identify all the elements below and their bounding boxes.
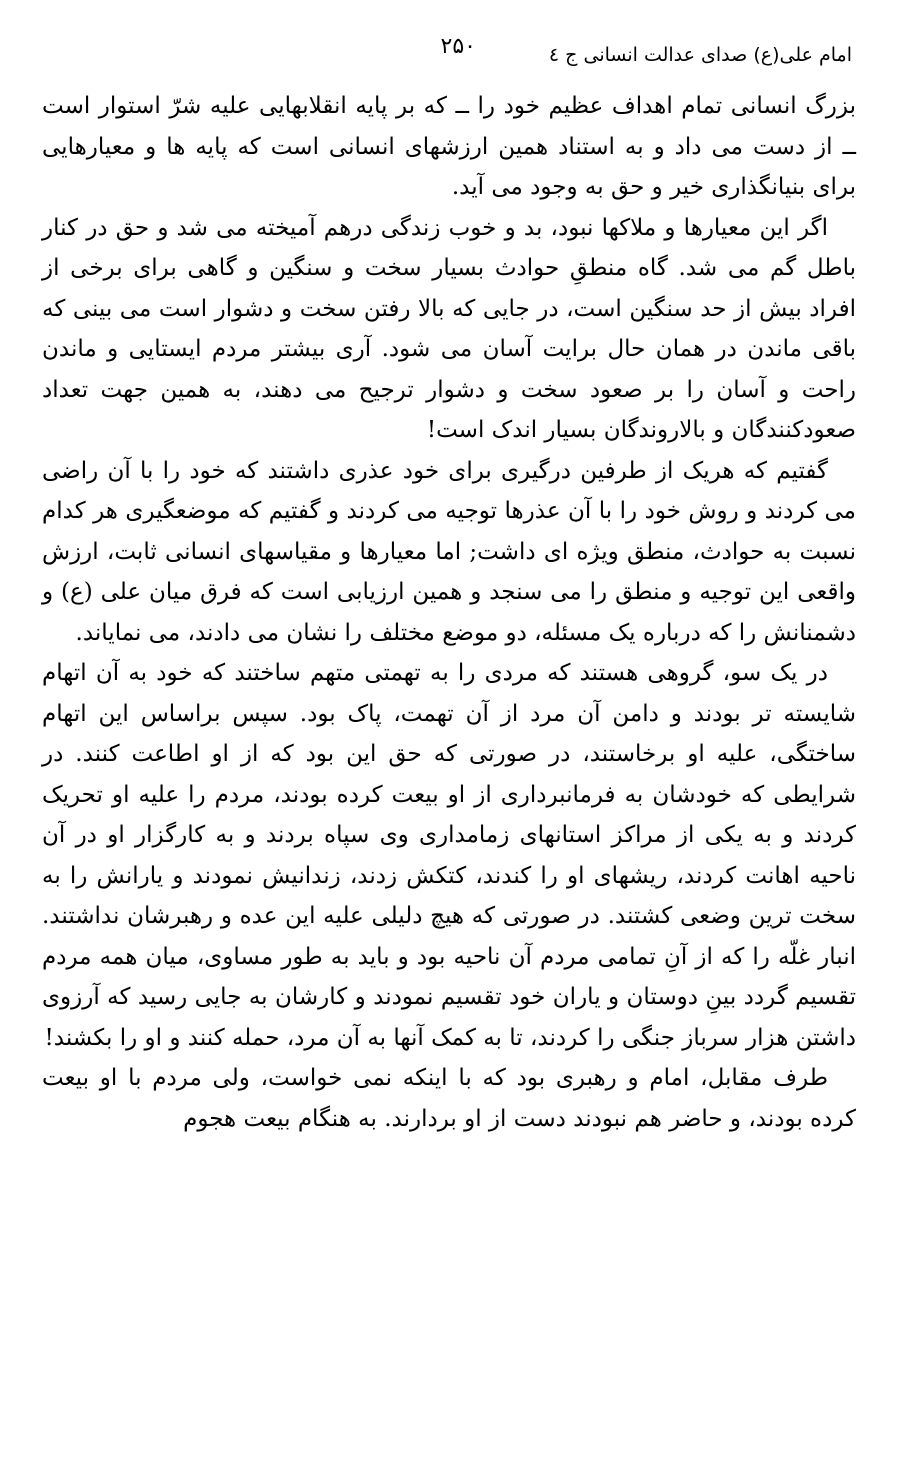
page-number: ۲۵۰ — [440, 34, 476, 59]
running-title: امام علی(ع) صدای عدالت انسانی ج ٤ — [548, 44, 852, 66]
paragraph-4: در یک سو، گروهی هستند که مردی را به تهمتی متهم ساختند که خود به آن اتهام شایسته تر بودند و دامن آن مرد از آن تهمت، پاک بود. سپس براساس این اتهام ساختگی، علیه او برخاستند، در صورتی که حق این بود که از او اطاعت کنند. در شرایطی که خودشان به فرمانبرداری از او بیعت کرده بودند، مردم را علیه او تحریک کردند و به یکی از مراکز استانهای زمامداری وی سپاه بردند و به کارگزار او در آن ناحیه اهانت کردند، ریشهای او را کندند، کتکش زدند، زندانیش نمودند و یارانش را به سخت ترین وضعی کشتند. در صورتی که هیچ دلیلی علیه این عده و رهبرشان نداشتند. انبار غلّه را که از آنِ تمامی مردم آن ناحیه بود و باید به طور مساوی، میان همه مردم تقسیم گردد بینِ دوستان و یاران خود تقسیم نمودند و کارشان به جایی رسید که آرزوی داشتن هزار سرباز جنگی را کردند، تا به کمک آنها به آن مرد، حمله کنند و او را بکشند! — [42, 660, 856, 1051]
page-body — [42, 86, 856, 1139]
page-header — [40, 34, 860, 74]
paragraph-3: گفتیم که هریک از طرفین درگیری برای خود عذری داشتند که خود را با آن راضی می کردند و روش خود را با آن عذرها توجیه می کردند و گفتیم که موضعگیری هر کدام نسبت به حوادث، منطق ویژه ای داشت; اما معیارها و مقیاسهای انسانی ثابت، ارزش واقعی این توجیه و منطق را می سنجد و همین ارزیابی است که فرق میان علی (ع) و دشمنانش را که درباره یک مسئله، دو موضع مختلف را نشان می دادند، می نمایاند. — [42, 457, 856, 646]
paragraph-2: اگر این معیارها و ملاکها نبود، بد و خوب زندگی درهم آمیخته می شد و حق در کنار باطل گم می شد. گاه منطقِ حوادث بسیار سخت و سنگین و گاهی برای برخی از افراد بیش از حد سنگین است، در جایی که بالا رفتن سخت و دشوار است می بینی که باقی ماندن در همان حال برایت آسان می شود. آری بیشتر مردم ایستایی و ماندن راحت و آسان را بر صعود سخت و دشوار ترجیح می دهند، به همین جهت تعداد صعودکنندگان و بالاروندگان بسیار اندک است! — [42, 214, 856, 443]
paragraph-5: طرف مقابل، امام و رهبری بود که با اینکه نمی خواست، ولی مردم با او بیعت کرده بودند، و حاضر هم نبودند دست از او بردارند. به هنگام بیعت هجوم — [42, 1065, 856, 1132]
paragraph-1: بزرگ انسانی تمام اهداف عظیم خود را ــ که بر پایه انقلابهایی علیه شرّ استوار است ــ از دست می داد و به استناد همین ارزشهای انسانی است که پایه ها و معیارهایی برای بنیانگذاری خیر و حق به وجود می آید. — [42, 93, 856, 200]
